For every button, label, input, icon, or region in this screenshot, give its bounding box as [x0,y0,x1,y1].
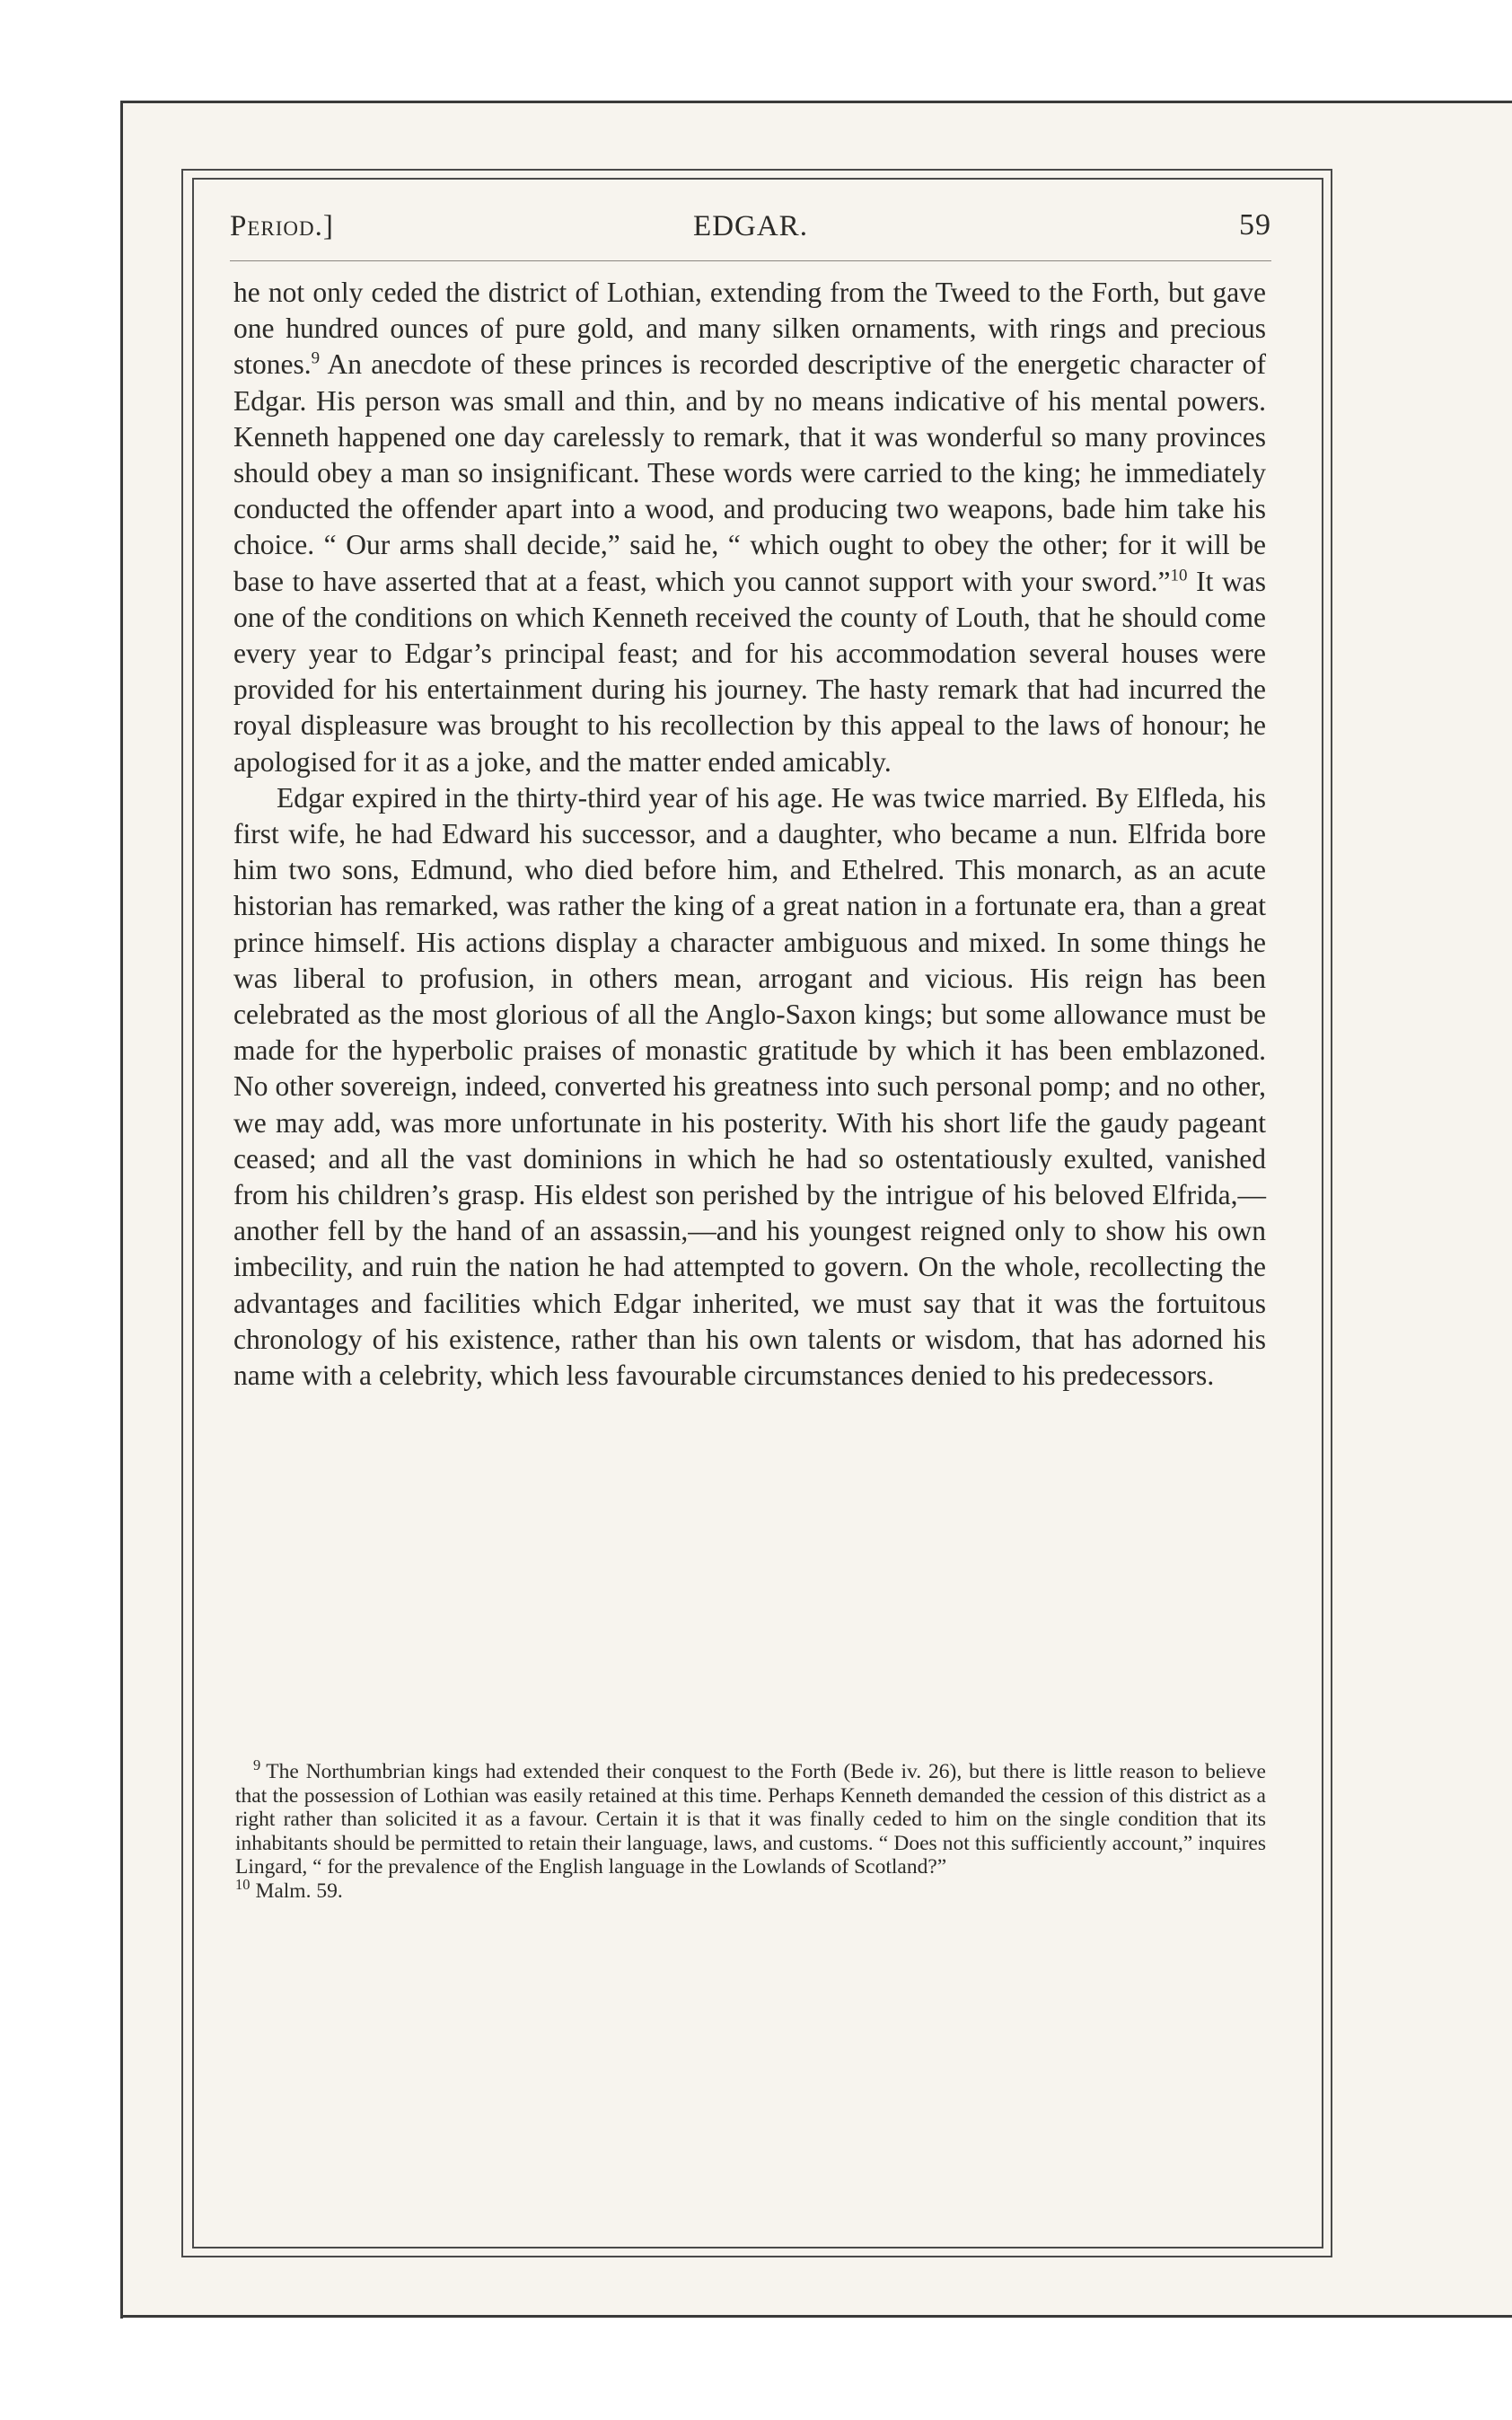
page-edge-left [120,101,123,2319]
page-edge-bottom [120,2315,1512,2318]
page-number: 59 [1239,208,1271,242]
footnote-10-mark: 10 [235,1875,251,1893]
paragraph-1-part-b: An anecdote of these princes is recorded descriptive of the energetic character of Edgar. His person was small and thin, and by no means indicative of his mental powers. Kenneth happened one day carelessly to remark, that it was wonderful so many provinces should obey a man so insignificant. These words were carried to the king; he immediately conducted the offender apart into a wood, and producing two weapons, bade him take his choice. “ Our arms shall decide,” said he, “ which ought to obey the other; for it will be base to have asserted that at a feast, which you cannot support with your sword.” [233,348,1266,597]
footnote-10-text: Malm. 59. [255,1879,343,1903]
footnote-ref-10: 10 [1170,566,1188,585]
footnote-10 [235,1875,1266,1904]
page-edge-top [120,101,1512,103]
running-header [230,207,1271,257]
header-title: EDGAR. [693,210,808,242]
footnote-9-text: The Northumbrian kings had extended their conquest to the Forth (Bede iv. 26), but there is little reason to believe that the possession of Lothian was easily retained at this time. Perhaps Kenneth demanded the cession of this district as a right rather than solicited it as a favour. Certain it is that it was finally ceded to him on the single condition that its inhabitants should be permitted to retain their language, laws, and customs. “ Does not this sufficiently account,” inquires Lingard, “ for the prevalence of the English language in the Lowlands of Scotland?” [235,1760,1266,1879]
header-period: Period.] [230,210,334,242]
paragraph-2: Edgar expired in the thirty-third year of his age. He was twice married. By Elfleda, his first wife, he had Edward his successor, and a daughter, who became a nun. Elfrida bore him two sons, Edmund, who died before him, and Ethelred. This monarch, as an acute historian has remarked, was rather the king of a great nation in a fortunate era, than a great prince himself. His actions display a character ambiguous and mixed. In some things he was liberal to profusion, in others mean, arrogant and vicious. His reign has been celebrated as the most glorious of all the Anglo-Saxon kings; but some allowance must be made for the hyperbolic praises of monastic gratitude by which it has been emblazoned. No other sovereign, indeed, converted his greatness into such personal pomp; and no other, we may add, was more unfortunate in his posterity. With his short life the gaudy pageant ceased; and all the vast dominions in which he had so ostentatiously exulted, vanished from his children’s grasp. His eldest son perished by the intrigue of his beloved Elfrida,—another fell by the hand of an assassin,—and his youngest reigned only to show his own imbecility, and ruin the nation he had attempted to govern. On the whole, recollecting the advantages and facilities which Edgar inherited, we must say that it was the fortuitous chronology of his existence, rather than his own talents or wisdom, that has adorned his name with a celebrity, which less favourable circumstances denied to his predecessors. [233,781,1266,1392]
header-rule [230,260,1271,261]
paragraph-1-part-c: It was one of the conditions on which Kenneth received the county of Louth, that he should come every year to Edgar’s principal feast; and for his accommodation several houses were provided for his entertainment during his journey. The hasty remark that had incurred the royal displeasure was brought to his recollection by this appeal to the laws of honour; he apologised for it as a joke, and the matter ended amicably. [233,565,1266,778]
footnote-ref-9: 9 [311,348,321,368]
footnote-9 [235,1756,1266,1879]
paragraph-1-part-a: he not only ceded the district of Lothian, extending from the Tweed to the Forth, but gave one hundred ounces of pure gold, and many silken ornaments, with rings and precious stones. [233,277,1266,381]
main-text [233,275,1266,1394]
footnote-9-mark: 9 [253,1756,261,1774]
paragraph-1 [233,275,1266,780]
footnotes [235,1756,1266,1903]
